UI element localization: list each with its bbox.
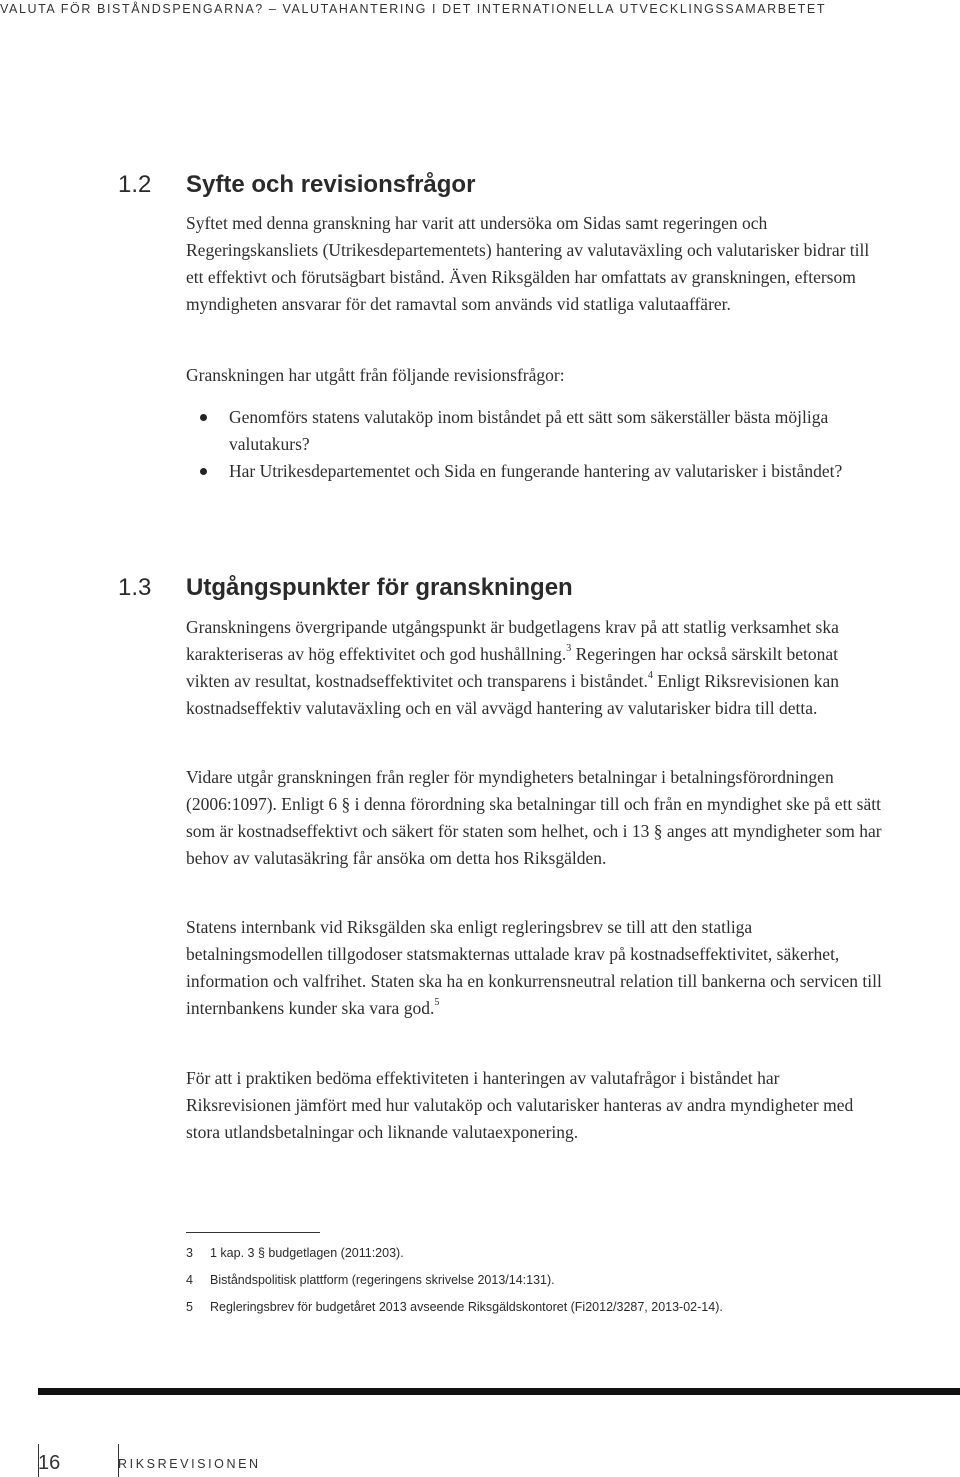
footnote-ref[interactable]: 5	[434, 997, 440, 1009]
bullet-icon	[200, 468, 207, 475]
footnote-text: 1 kap. 3 § budgetlagen (2011:203).	[210, 1246, 404, 1260]
footnote	[186, 1244, 906, 1262]
footnote-divider	[186, 1232, 320, 1233]
footnote-ref[interactable]: 4	[647, 670, 653, 682]
footnote-ref[interactable]: 3	[566, 643, 572, 655]
question-text: Genomförs statens valutaköp inom biståndet på ett sätt som säkerställer bästa möjliga valutakurs?	[229, 407, 829, 454]
publisher-name: RIKSREVISIONEN	[118, 1457, 261, 1471]
text: Granskningens övergripande utgångspunkt är budgetlagens krav på att statlig verksamhet ska karakteriseras av hög effektivitet och god hushållning.	[186, 617, 839, 664]
text: Regeringen har också särskilt betonat vikten av resultat, kostnadseffektivitet och transparens i biståndet.	[186, 644, 838, 691]
paragraph-starting-points	[186, 614, 886, 722]
section-number: 1.2	[118, 171, 152, 198]
paragraph-payment-ordinance: Vidare utgår granskningen från regler för myndigheters betalningar i betalningsförordningen (2006:1097). Enligt 6 § i denna förordning ska betalningar till och från en myndighet ske på ett sätt som är kostnadseffektivt och säkert för staten som helhet, och i 13 § anges att myndigheter som har behov av valutasäkring får ansöka om detta hos Riksgälden.	[186, 767, 882, 868]
paragraph-comparison: För att i praktiken bedöma effektiviteten i hanteringen av valutafrågor i biståndet har Riksrevisionen jämfört med hur valutaköp och valutarisker hanteras av andra myndigheter med stora utlandsbetalningar och liknande valutaexponering.	[186, 1068, 854, 1142]
section-number: 1.3	[118, 574, 152, 601]
section-heading-1-3	[118, 573, 573, 603]
bullet-icon	[200, 414, 207, 421]
running-head: VALUTA FÖR BISTÅNDSPENGARNA? – VALUTAHANTERING I DET INTERNATIONELLA UTVECKLINGSSAMARBETET	[0, 2, 827, 16]
footnote-number: 4	[186, 1273, 193, 1287]
question-list	[186, 404, 886, 485]
footnote-text: Biståndspolitisk plattform (regeringens skrivelse 2013/14:131).	[210, 1273, 555, 1287]
footnote	[186, 1298, 906, 1316]
footnote-number: 3	[186, 1246, 193, 1260]
paragraph-internal-bank	[186, 914, 886, 1022]
footnote-text: Regleringsbrev för budgetåret 2013 avseende Riksgäldskontoret (Fi2012/3287, 2013-02-14).	[210, 1300, 723, 1314]
list-item	[186, 458, 886, 485]
list-item	[186, 404, 886, 458]
text: Enligt Riksrevisionen kan kostnadseffektiv valutaväxling och en väl avvägd hantering av valutarisker bidra till detta.	[186, 671, 840, 718]
paragraph-questions-intro: Granskningen har utgått från följande revisionsfrågor:	[186, 365, 565, 385]
paragraph-purpose: Syftet med denna granskning har varit att undersöka om Sidas samt regeringen och Regeringskansliets (Utrikesdepartementets) hantering av valutaväxling och valutarisker bidrar till ett effektivt och förutsägbart bistånd. Även Riksgälden har omfattats av granskningen, eftersom myndigheten ansvarar för det ramavtal som används vid statliga valutaaffärer.	[186, 213, 870, 314]
text: Statens internbank vid Riksgälden ska enligt regleringsbrev se till att den statliga betalningsmodellen tillgodoser statsmakternas uttalade krav på kostnadseffektivitet, säkerhet, information och valfrihet. Staten ska ha en konkurrensneutral relation till bankerna och servicen till internbankens kunder ska vara god.	[186, 917, 882, 1018]
section-heading-1-2	[118, 170, 475, 200]
section-title: Utgångspunkter för granskningen	[186, 574, 573, 601]
footnote	[186, 1271, 906, 1289]
footnote-number: 5	[186, 1300, 193, 1314]
section-title: Syfte och revisionsfrågor	[186, 171, 476, 198]
footer-rule	[38, 1388, 960, 1395]
page-number: 16	[38, 1452, 61, 1474]
question-text: Har Utrikesdepartementet och Sida en fungerande hantering av valutarisker i biståndet?	[229, 461, 843, 481]
